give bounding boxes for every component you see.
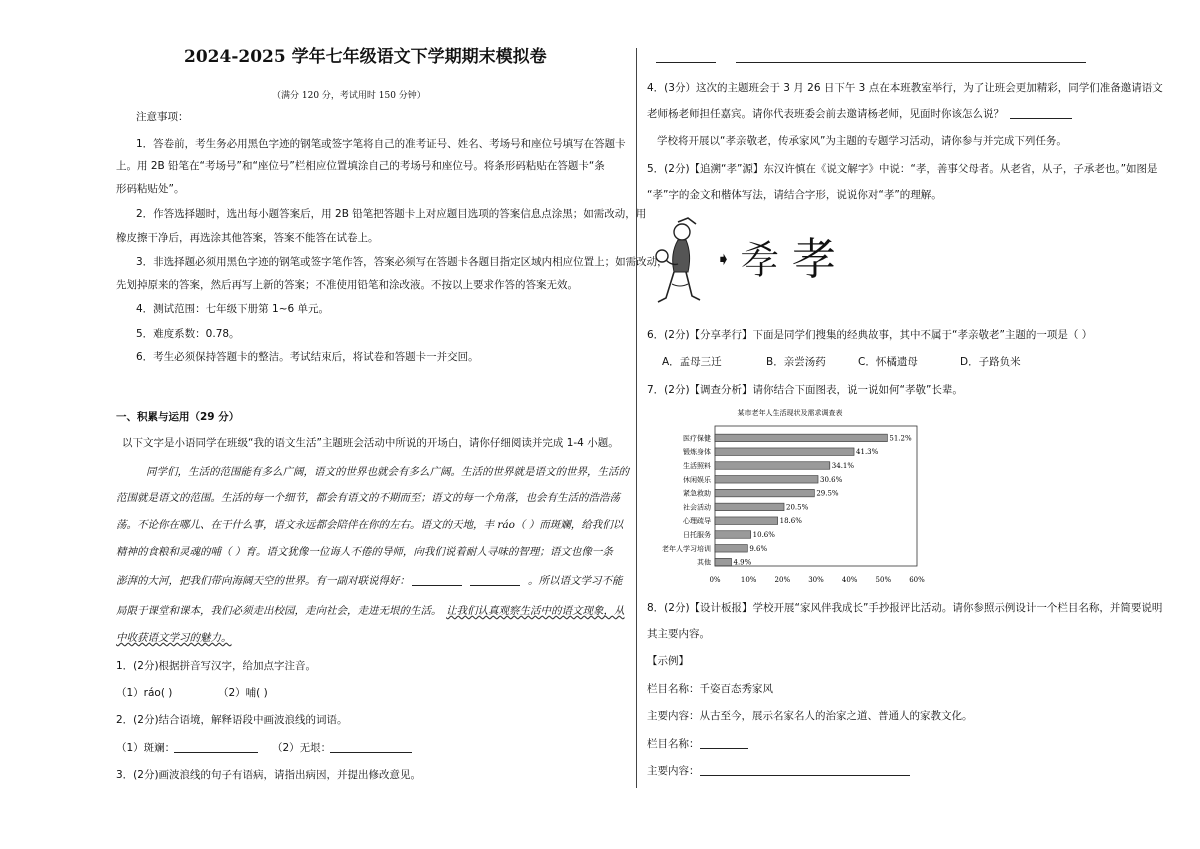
passage-line: 局限于课堂和课本，我们必须走出校园，走向社会，走进无垠的生活。 bbox=[116, 605, 442, 617]
bar bbox=[715, 545, 747, 553]
tick-label: 50% bbox=[875, 576, 892, 584]
couplet-blank-1[interactable] bbox=[412, 574, 462, 586]
q2-answer-blank-b[interactable] bbox=[330, 741, 412, 753]
passage-line: 。所以语文学习不能 bbox=[528, 575, 623, 587]
notice-line: 形码粘贴处”。 bbox=[116, 183, 185, 195]
value-label: 41.3% bbox=[856, 448, 879, 457]
column-divider bbox=[636, 48, 637, 788]
bar bbox=[715, 462, 830, 470]
category-label: 休闲娱乐 bbox=[683, 475, 711, 484]
tick-label: 40% bbox=[841, 576, 858, 584]
notice-line: 4．测试范围：七年级下册第 1~6 单元。 bbox=[136, 303, 330, 315]
q2-item-b: （2）无垠： bbox=[272, 742, 332, 754]
category-label: 日托服务 bbox=[683, 531, 711, 539]
example-column-name: 栏目名称：千姿百态秀家风 bbox=[647, 683, 773, 695]
category-label: 紧急救助 bbox=[683, 489, 711, 498]
wavy-sentence: 让我们认真观察生活中的语文现象，从 bbox=[446, 605, 625, 617]
question-4: 4．(3分）这次的主题班会于 3 月 26 日下午 3 点在本班教室举行，为了让班会更加精彩，同学们准备邀请语文 bbox=[647, 82, 1163, 94]
exam-subtitle: （满分 120 分，考试用时 150 分钟） bbox=[272, 91, 426, 101]
passage-line: 荡。不论你在哪儿、在干什么事，语文永远都会陪伴在你的左右。语文的天地，丰 ráo（ ）而斑斓，给我们以 bbox=[116, 519, 624, 531]
value-label: 30.6% bbox=[820, 475, 843, 484]
category-label: 其他 bbox=[697, 558, 711, 567]
answer-column-name-label: 栏目名称： bbox=[647, 738, 700, 750]
answer-line[interactable] bbox=[736, 62, 1086, 63]
wavy-sentence: 中收获语文学习的魅力。 bbox=[116, 632, 232, 644]
value-label: 29.5% bbox=[816, 489, 839, 498]
task-intro: 学校将开展以“孝亲敬老，传承家风”为主题的专题学习活动，请你参与并完成下列任务。 bbox=[657, 135, 1067, 147]
example-content: 主要内容：从古至今，展示名家名人的治家之道、普通人的家教文化。 bbox=[647, 710, 973, 722]
answer-column-name-blank[interactable] bbox=[700, 737, 748, 749]
tick-label: 0% bbox=[709, 576, 721, 584]
q6-option-a[interactable]: A．孟母三迁 bbox=[662, 356, 722, 368]
passage-intro: 以下文字是小语同学在班级“我的语文生活”主题班会活动中所说的开场白，请你仔细阅读并完成 1-4 小题。 bbox=[122, 437, 619, 449]
q6-option-c[interactable]: C．怀橘遗母 bbox=[858, 356, 918, 368]
section-heading: 一、积累与运用（29 分） bbox=[116, 411, 240, 423]
question-8-cont: 其主要内容。 bbox=[647, 628, 710, 640]
value-label: 20.5% bbox=[786, 503, 809, 512]
q6-option-d[interactable]: D．子路负米 bbox=[960, 356, 1021, 368]
category-label: 老年人学习培训 bbox=[662, 544, 711, 553]
notice-heading: 注意事项： bbox=[136, 111, 189, 123]
q2-item-a: （1）斑斓： bbox=[116, 742, 176, 754]
xiao-kai-glyph: 孝 bbox=[792, 234, 836, 285]
question-7: 7．(2分)【调查分析】请你结合下面图表，说一说如何“孝敬”长辈。 bbox=[647, 384, 963, 396]
bar bbox=[715, 448, 854, 456]
notice-line: 5．难度系数：0.78。 bbox=[136, 328, 240, 340]
question-4-cont: 老师杨老师担任嘉宾。请你代表班委会前去邀请杨老师，见面时你该怎么说？ bbox=[647, 108, 1004, 120]
value-label: 51.2% bbox=[889, 434, 912, 443]
answer-content-blank[interactable] bbox=[700, 764, 910, 776]
value-label: 34.1% bbox=[831, 462, 855, 470]
page-title: 2024-2025 学年七年级语文下学期期末模拟卷 bbox=[184, 47, 547, 67]
value-label: 10.6% bbox=[752, 531, 775, 539]
value-label: 9.6% bbox=[749, 544, 768, 553]
value-label: 18.6% bbox=[779, 517, 802, 526]
notice-line: 先划掉原来的答案，然后再写上新的答案；不准使用铅笔和涂改液。不按以上要求作答的答案无效。 bbox=[116, 279, 578, 291]
q4-answer-blank[interactable] bbox=[1010, 107, 1072, 119]
passage-line: 精神的食粮和灵魂的哺（ ）育。语文犹像一位诲人不倦的导师，向我们说着耐人寻味的智理；语文也像一条 bbox=[116, 546, 613, 558]
question-8: 8．(2分)【设计板报】学校开展“家风伴我成长”手抄报评比活动。请你参照示例设计一个栏目名称，并简要说明 bbox=[647, 602, 1163, 614]
notice-line: 上。用 2B 铅笔在“考场号”和“座位号”栏相应位置填涂自己的考场号和座位号。将条形码粘贴在答题卡“条 bbox=[116, 160, 605, 172]
value-label: 4.9% bbox=[733, 558, 752, 567]
notice-line: 橡皮擦干净后，再选涂其他答案，答案不能答在试卷上。 bbox=[116, 232, 379, 244]
passage-line: 范围就是语文的范围。生活的每一个细节，都会有语文的不期而至；语文的每一个角落，也会有生活的浩浩荡 bbox=[116, 492, 620, 504]
chart-title: 某市老年人生活现状及需求调查表 bbox=[737, 409, 843, 417]
notice-line: 3．非选择题必须用黑色字迹的钢笔或签字笔作答，答案必须写在答题卡各题目指定区域内相应位置上；如需改动， bbox=[136, 256, 668, 268]
passage-line: 同学们，生活的范围能有多么广阔，语文的世界也就会有多么广阔。生活的世界就是语文的世界，生活的 bbox=[146, 466, 629, 478]
passage-line: 澎湃的大河，把我们带向海阔天空的世界。有一副对联说得好： bbox=[116, 575, 410, 587]
notice-line: 6．考生必须保持答题卡的整洁。考试结束后，将试卷和答题卡一并交回。 bbox=[136, 351, 479, 363]
notice-line: 1．答卷前，考生务必用黑色字迹的钢笔或签字笔将自己的准考证号、姓名、考场号和座位号填写在答题卡 bbox=[136, 138, 626, 150]
survey-bar-chart bbox=[640, 404, 940, 588]
bar bbox=[715, 531, 751, 539]
tick-label: 30% bbox=[808, 576, 824, 584]
elder-carry-child-illustration bbox=[648, 214, 708, 314]
bar bbox=[715, 517, 778, 525]
xiao-bronze-glyph: 𡥉 bbox=[740, 238, 780, 284]
question-6: 6．(2分)【分享孝行】下面是同学们搜集的经典故事，其中不属于“孝亲敬老”主题的一项是（ ） bbox=[647, 329, 1093, 341]
q1-item-b: （2）哺( ) bbox=[218, 687, 268, 699]
bar bbox=[715, 558, 731, 566]
bar bbox=[715, 434, 887, 442]
category-label: 医疗保健 bbox=[683, 434, 711, 443]
question-3: 3．(2分)画波浪线的句子有语病，请指出病因，并提出修改意见。 bbox=[116, 769, 422, 781]
q1-item-a: （1）ráo( ) bbox=[116, 687, 173, 699]
arrow-icon: ➧ bbox=[716, 249, 732, 270]
q2-answer-blank-a[interactable] bbox=[174, 741, 258, 753]
notice-line: 2．作答选择题时，选出每小题答案后，用 2B 铅笔把答题卡上对应题目选项的答案信息点涂黑；如需改动，用 bbox=[136, 208, 647, 220]
bar bbox=[715, 489, 814, 497]
category-label: 锻炼身体 bbox=[683, 448, 711, 457]
question-2: 2．(2分)结合语境，解释语段中画波浪线的词语。 bbox=[116, 714, 348, 726]
category-label: 生活照料 bbox=[683, 462, 711, 470]
question-1: 1．(2分)根据拼音写汉字，给加点字注音。 bbox=[116, 660, 317, 672]
bar bbox=[715, 476, 818, 484]
question-5-cont: “孝”字的金文和楷体写法，请结合字形，说说你对“孝”的理解。 bbox=[647, 189, 942, 201]
tick-label: 60% bbox=[909, 576, 925, 584]
example-heading: 【示例】 bbox=[647, 655, 689, 667]
category-label: 社会活动 bbox=[683, 503, 711, 512]
couplet-blank-2[interactable] bbox=[470, 574, 520, 586]
answer-content-label: 主要内容： bbox=[647, 765, 700, 777]
question-5: 5．(2分)【追溯“孝”源】东汉许慎在《说文解字》中说：“孝，善事父母者。从老省，从子，子承老也。”如图是 bbox=[647, 163, 1158, 175]
tick-label: 10% bbox=[740, 576, 757, 584]
answer-line[interactable] bbox=[656, 62, 716, 63]
tick-label: 20% bbox=[774, 576, 791, 584]
bar bbox=[715, 503, 784, 511]
q6-option-b[interactable]: B．亲尝汤药 bbox=[766, 356, 826, 368]
category-label: 心理疏导 bbox=[683, 517, 711, 526]
